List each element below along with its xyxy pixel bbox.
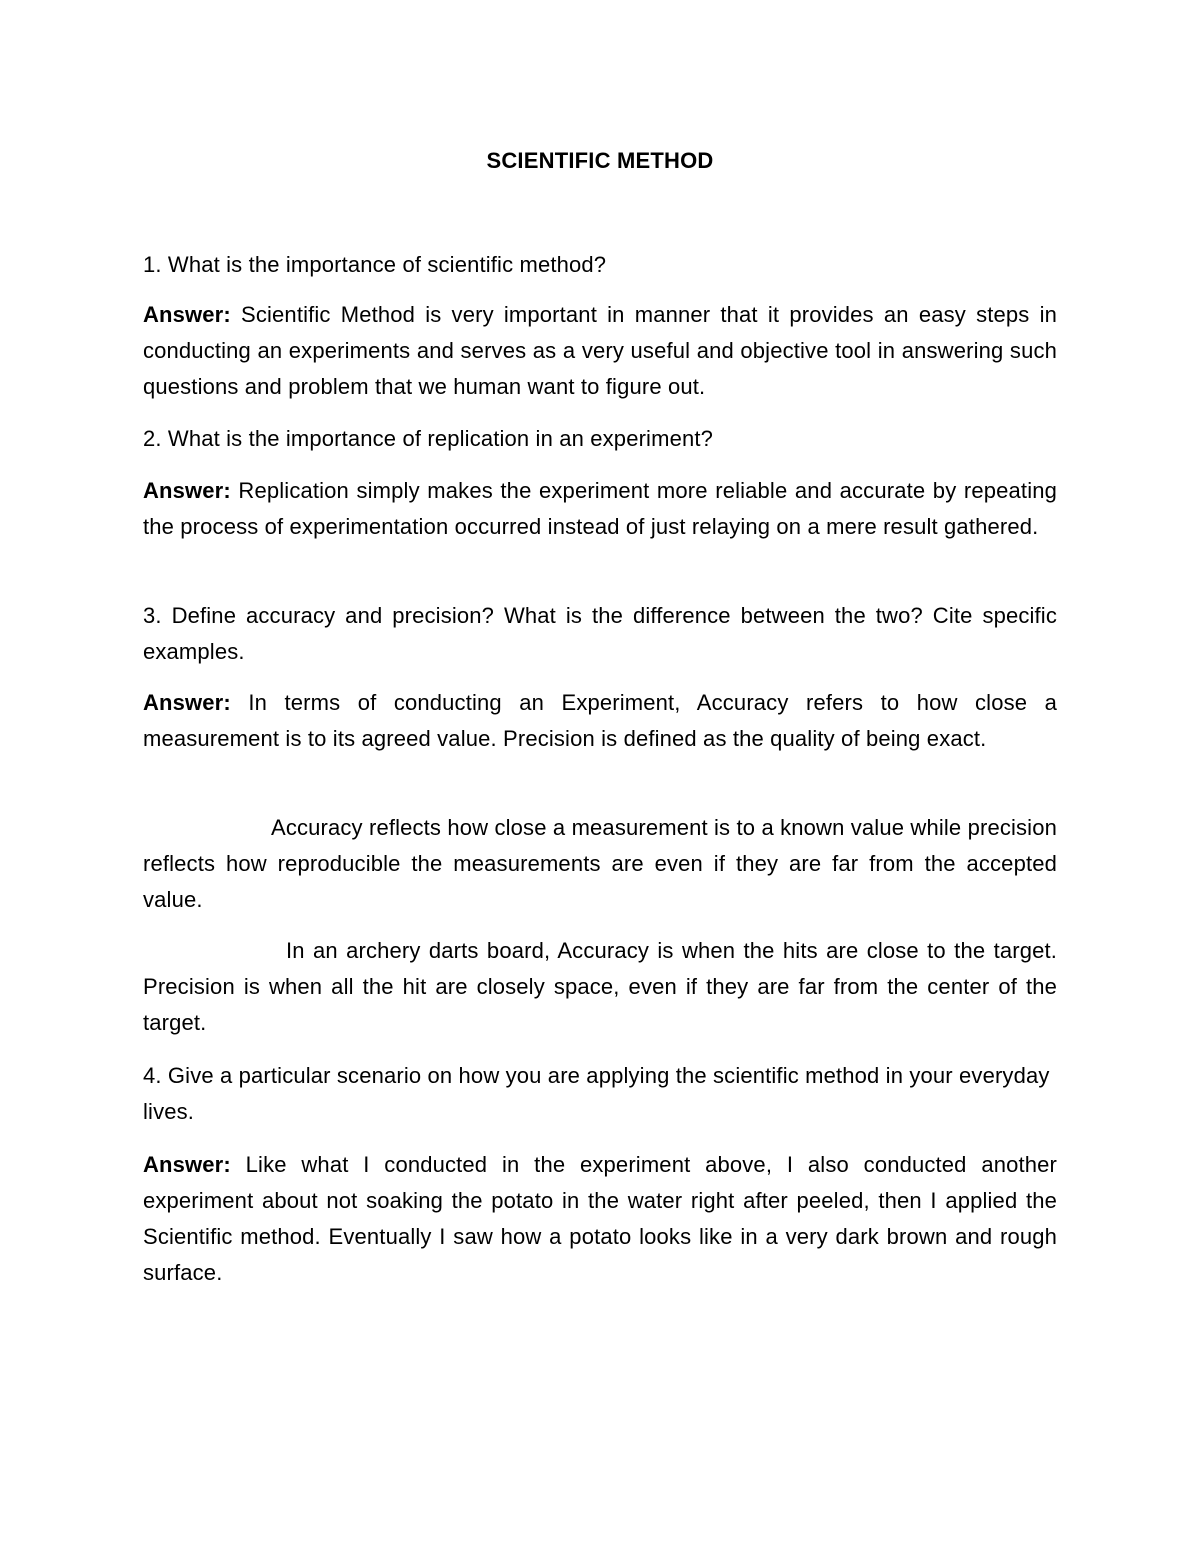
document-title: SCIENTIFIC METHOD	[486, 148, 714, 173]
answer-label: Answer:	[143, 690, 231, 715]
answer-4	[143, 1147, 1057, 1291]
answer-3	[143, 685, 1057, 757]
answer-2-text: Replication simply makes the experiment more reliable and accurate by repeating the process of experimentation occurred instead of just relaying on a mere result gathered.	[143, 478, 1057, 539]
answer-3-paragraph-3: In an archery darts board, Accuracy is when the hits are close to the target. Precision is when all the hit are closely space, even if they are far from the center of the target.	[143, 938, 1057, 1035]
question-3: 3. Define accuracy and precision? What is the difference between the two? Cite specific examples.	[143, 603, 1057, 664]
question-4: 4. Give a particular scenario on how you are applying the scientific method in your everyday lives.	[143, 1063, 1050, 1124]
answer-4-text: Like what I conducted in the experiment above, I also conducted another experiment about not soaking the potato in the water right after peeled, then I applied the Scientific method. Eventually I saw how a potato looks like in a very dark brown and rough surface.	[143, 1152, 1057, 1285]
answer-1	[143, 297, 1057, 405]
answer-3-paragraph-2: Accuracy reflects how close a measurement is to a known value while precision reflects how reproducible the measurements are even if they are far from the accepted value.	[143, 815, 1057, 912]
answer-label: Answer:	[143, 1152, 231, 1177]
answer-3-text: In terms of conducting an Experiment, Accuracy refers to how close a measurement is to its agreed value. Precision is defined as the quality of being exact.	[143, 690, 1057, 751]
question-1: 1. What is the importance of scientific method?	[143, 252, 607, 277]
answer-1-text: Scientific Method is very important in manner that it provides an easy steps in conducting an experiments and serves as a very useful and objective tool in answering such questions and problem that we human want to figure out.	[143, 302, 1057, 399]
answer-2	[143, 473, 1057, 545]
answer-label: Answer:	[143, 302, 231, 327]
question-2: 2. What is the importance of replication in an experiment?	[143, 426, 713, 451]
answer-label: Answer:	[143, 478, 231, 503]
